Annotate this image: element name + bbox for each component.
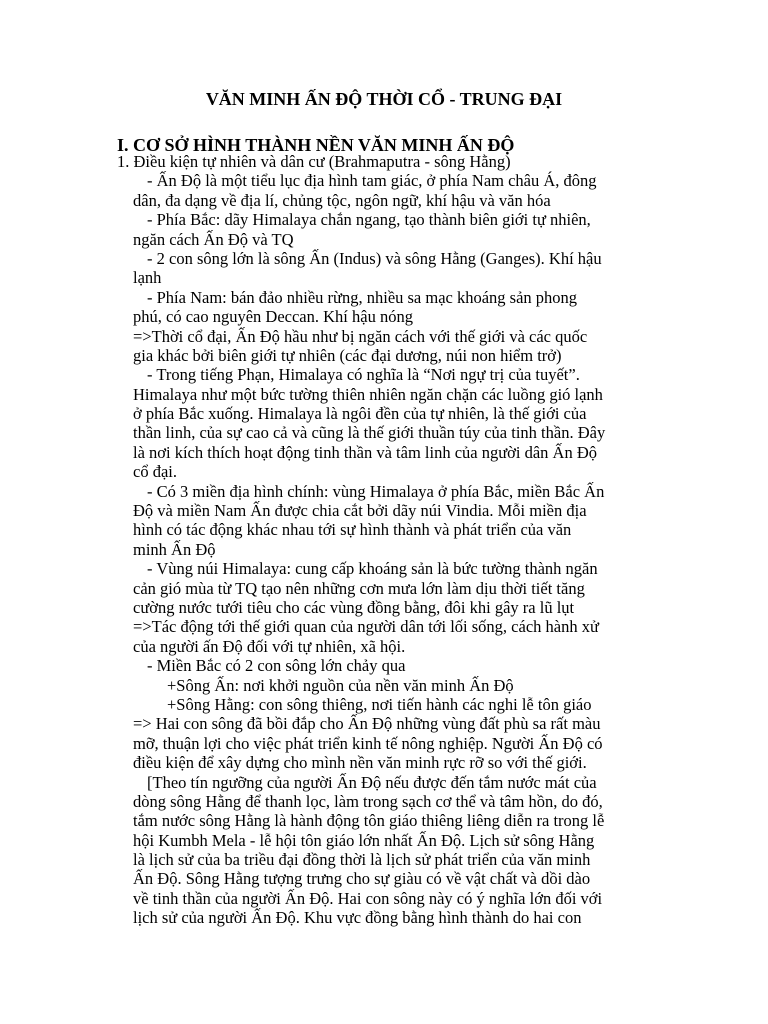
section-heading: I. CƠ SỞ HÌNH THÀNH NỀN VĂN MINH ẤN ĐỘ [117,135,515,155]
text-line: là nơi kích thích hoạt động tinh thần và tâm linh của người dân Ấn Độ [133,442,598,462]
text-line: Độ và miền Nam Ấn được chia cắt bởi dãy núi Vindia. Mỗi miền địa [133,501,587,521]
document-body [117,152,757,928]
text-line: là lịch sử của ba triều đại đồng thời là lịch sử phát triển của văn minh [133,850,591,870]
text-line: thần linh, của sự cao cả và cũng là thế giới thuần túy của tinh thần. Đây [133,423,606,443]
text-line: phú, có cao nguyên Deccan. Khí hậu nóng [133,307,413,327]
text-line: minh Ấn Độ [133,539,216,559]
text-line: về tinh thần của người Ấn Độ. Hai con sông này có ý nghĩa lớn đối với [133,888,603,908]
text-line: - Phía Nam: bán đảo nhiều rừng, nhiều sa mạc khoáng sản phong [147,287,578,307]
text-line: cản gió mùa từ TQ tạo nên những cơn mưa lớn làm dịu thời tiết tăng [133,578,585,598]
text-line: lịch sử của người Ấn Độ. Khu vực đồng bằng hình thành do hai con [133,908,582,928]
text-line: ngăn cách Ấn Độ và TQ [133,229,294,249]
text-line: 1. Điều kiện tự nhiên và dân cư (Brahmaputra - sông Hằng) [117,152,511,171]
text-line: cường nước tưới tiêu cho các vùng đồng bằng, đôi khi gây ra lũ lụt [133,597,575,617]
text-line: mỡ, thuận lợi cho việc phát triển kinh tế nông nghiệp. Người Ấn Độ có [133,733,603,753]
text-line: - Ấn Độ là một tiểu lục địa hình tam giác, ở phía Nam châu Á, đông [147,171,597,191]
text-line: - Miền Bắc có 2 con sông lớn chảy qua [147,656,406,676]
text-line: ở phía Bắc xuống. Himalaya là ngôi đền của tự nhiên, là thế giới của [133,404,587,424]
text-line: - Phía Bắc: dãy Himalaya chắn ngang, tạo thành biên giới tự nhiên, [147,210,591,230]
text-line: - Vùng núi Himalaya: cung cấp khoáng sản là bức tường thành ngăn [147,559,598,579]
text-line: gia khác bởi biên giới tự nhiên (các đại dương, núi non hiểm trở) [133,345,562,365]
text-line: lạnh [133,268,162,288]
text-line: - 2 con sông lớn là sông Ấn (Indus) và sông Hằng (Ganges). Khí hậu [147,248,602,268]
text-line: - Trong tiếng Phạn, Himalaya có nghĩa là “Nơi ngự trị của tuyết”. [147,365,580,385]
text-line: =>Tác động tới thế giới quan của người dân tới lối sống, cách hành xử [133,617,599,637]
text-line: của người ấn Độ đối với tự nhiên, xã hội. [133,636,406,656]
text-line: Himalaya như một bức tường thiên nhiên ngăn chặn các luồng gió lạnh [133,384,603,404]
text-line: - Có 3 miền địa hình chính: vùng Himalaya ở phía Bắc, miền Bắc Ấn [147,481,605,501]
text-line: +Sông Ấn: nơi khởi nguồn của nền văn minh Ấn Độ [167,675,514,695]
text-line: =>Thời cổ đại, Ấn Độ hầu như bị ngăn cách với thế giới và các quốc [133,326,588,346]
document-title: VĂN MINH ẤN ĐỘ THỜI CỔ - TRUNG ĐẠI [205,89,563,109]
text-line: +Sông Hằng: con sông thiêng, nơi tiến hành các nghi lễ tôn giáo [167,694,592,714]
text-line: Ấn Độ. Sông Hằng tượng trưng cho sự giàu có về vật chất và dồi dào [133,869,591,889]
text-line: dòng sông Hằng để thanh lọc, làm trong sạch cơ thể và tâm hồn, do đó, [133,791,603,811]
text-line: dân, đa dạng về địa lí, chủng tộc, ngôn ngữ, khí hậu và văn hóa [133,190,551,210]
text-line: hội Kumbh Mela - lễ hội tôn giáo lớn nhất Ấn Độ. Lịch sử sông Hằng [133,830,595,850]
text-line: cổ đại. [133,462,177,482]
text-line: tắm nước sông Hằng là hành động tôn giáo thiêng liêng diễn ra trong lễ [133,811,605,831]
text-line: [Theo tín ngưỡng của người Ấn Độ nếu được đến tắm nước mát của [147,772,597,792]
text-line: hình có tác động khác nhau tới sự hình thành và phát triển của văn [133,520,572,540]
text-line: => Hai con sông đã bồi đắp cho Ấn Độ những vùng đất phù sa rất màu [133,714,601,734]
text-line: điều kiện để xây dựng cho mình nền văn minh rực rỡ so với thế giới. [133,753,587,773]
